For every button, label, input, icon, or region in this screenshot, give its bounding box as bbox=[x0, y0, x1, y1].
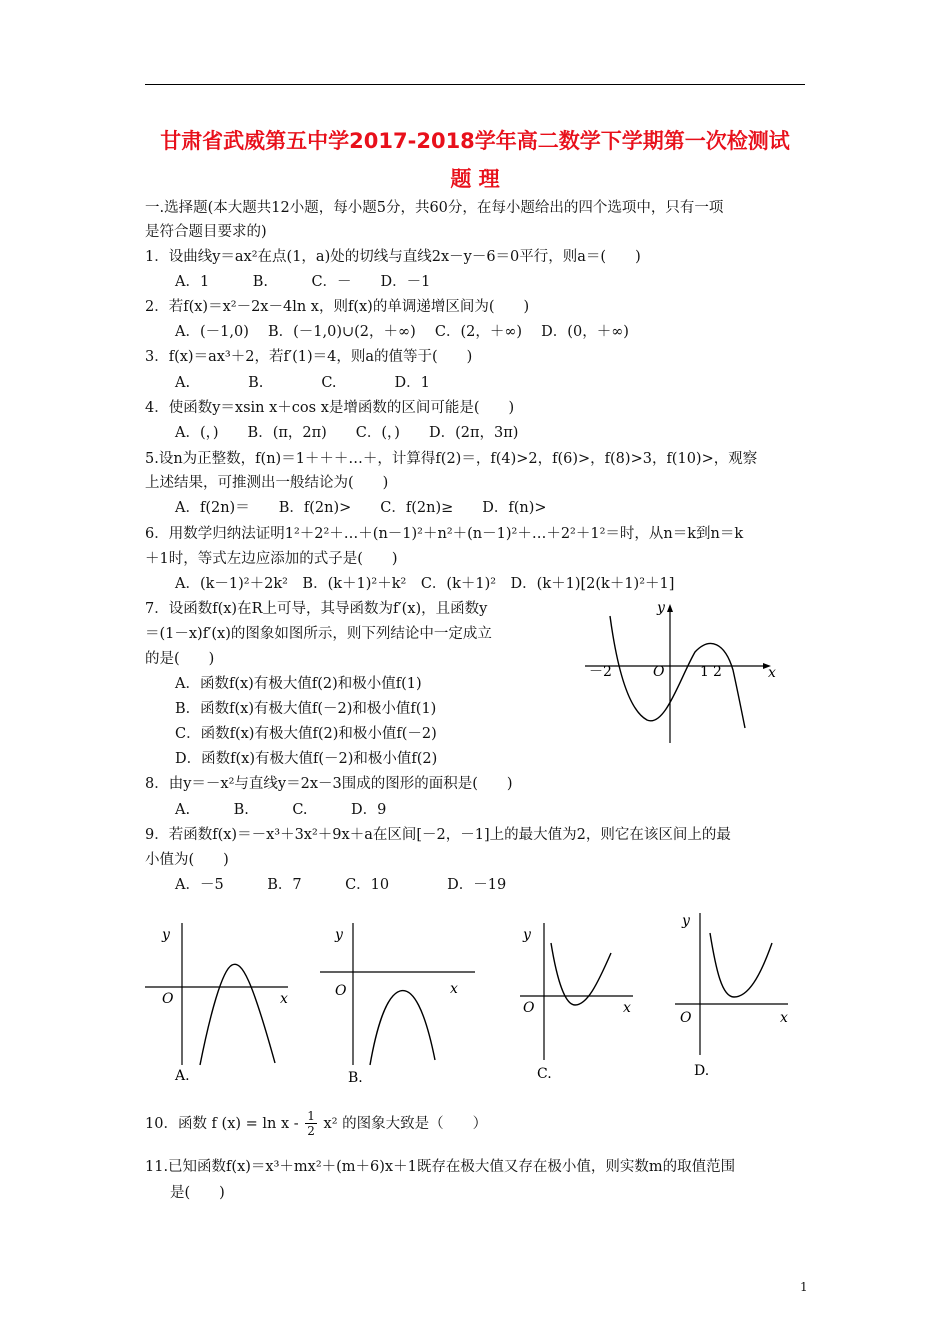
graph-b-curve bbox=[370, 991, 435, 1065]
q7-stem-line2: ＝(1－x)f′(x)的图象如图所示，则下列结论中一定成立 bbox=[145, 626, 492, 642]
graph-a-curve bbox=[200, 964, 275, 1065]
q3-options: A. B. C. D．1 bbox=[175, 375, 430, 391]
q10-graph-c bbox=[515, 915, 645, 1090]
document-title-line1: 甘肃省武威第五中学2017-2018学年高二数学下学期第一次检测试 bbox=[160, 129, 790, 153]
q6-stem-line2: ＋1时，等式左边应添加的式子是( ) bbox=[145, 551, 398, 567]
graph-d-x-label: x bbox=[780, 1010, 788, 1026]
q10-graph-a bbox=[140, 915, 300, 1090]
q10-fraction bbox=[305, 1109, 317, 1139]
q2-stem: 2．若f(x)＝x²－2x－4ln x，则f(x)的单调递增区间为( ) bbox=[145, 299, 530, 315]
q9-stem-line1: 9．若函数f(x)＝－x³＋3x²＋9x＋a在区间[－2，－1]上的最大值为2，则它在该区间上的最 bbox=[145, 827, 731, 843]
document-title-line2: 题 理 bbox=[450, 167, 500, 191]
graph-b-y-label: y bbox=[335, 927, 343, 943]
page-number: 1 bbox=[800, 1280, 808, 1294]
graph-c-origin-label: O bbox=[523, 1000, 535, 1016]
q7-y-arrow bbox=[667, 604, 673, 612]
q9-options: A．－5 B．7 C．10 D．－19 bbox=[175, 877, 507, 893]
graph-d-y-label: y bbox=[682, 913, 690, 929]
graph-c-caption: C. bbox=[537, 1066, 552, 1082]
q10-graph-b bbox=[315, 915, 485, 1090]
q10-stem-suffix: x² 的图象大致是（ ） bbox=[323, 1115, 488, 1132]
graph-c-x-label: x bbox=[623, 1000, 631, 1016]
q10-stem-prefix: 10．函数 f (x) = ln x - bbox=[145, 1115, 299, 1132]
q10-fraction-numerator: 1 bbox=[307, 1109, 315, 1123]
graph-a-y-label: y bbox=[162, 927, 170, 943]
q8-stem: 8．由y＝－x²与直线y＝2x－3围成的图形的面积是( ) bbox=[145, 776, 513, 792]
q5-stem-line1: 5.设n为正整数，f(n)＝1＋＋＋…＋，计算得f(2)＝，f(4)>2，f(6)>，f(8)>3，f(10)>，观察 bbox=[145, 451, 758, 467]
header-rule bbox=[145, 84, 805, 85]
graph-d-origin-label: O bbox=[680, 1010, 692, 1026]
q7-tick-1: 1 bbox=[700, 664, 709, 680]
graph-c-y-label: y bbox=[523, 927, 531, 943]
q5-stem-line2: 上述结果，可推测出一般结论为( ) bbox=[145, 475, 389, 491]
graph-a-caption: A. bbox=[175, 1068, 190, 1084]
q7-tick-neg2: －2 bbox=[589, 664, 612, 680]
graph-d-caption: D. bbox=[694, 1063, 710, 1079]
q7-x-label: x bbox=[768, 665, 776, 681]
q8-options: A. B. C. D．9 bbox=[175, 802, 387, 818]
q5-options: A．f(2n)＝ B．f(2n)> C．f(2n)≥ D．f(n)> bbox=[175, 500, 547, 516]
q7-y-label: y bbox=[657, 600, 665, 616]
graph-b-x-label: x bbox=[450, 981, 458, 997]
section-instructions-line1: 一.选择题(本大题共12小题，每小题5分，共60分，在每小题给出的四个选项中，只有一项 bbox=[145, 200, 724, 216]
graph-b-caption: B. bbox=[348, 1070, 363, 1086]
q7-curve bbox=[610, 616, 745, 728]
q10-graph-d bbox=[670, 905, 800, 1085]
q7-option-b: B．函数f(x)有极大值f(－2)和极小值f(1) bbox=[175, 701, 437, 717]
q7-stem-line1: 7．设函数f(x)在R上可导，其导函数为f′(x)，且函数y bbox=[145, 601, 488, 617]
q10-fraction-denominator: 2 bbox=[307, 1124, 315, 1139]
q6-options: A．(k－1)²＋2k² B．(k＋1)²＋k² C．(k＋1)² D．(k＋1)[2(k＋1)²＋1] bbox=[175, 576, 675, 592]
q4-stem: 4．使函数y＝xsin x＋cos x是增函数的区间可能是( ) bbox=[145, 400, 515, 416]
graph-a-origin-label: O bbox=[162, 991, 174, 1007]
q11-stem-line1: 11.已知函数f(x)＝x³＋mx²＋(m＋6)x＋1既存在极大值又存在极小值，则实数m的取值范围 bbox=[145, 1159, 736, 1175]
section-instructions-line2: 是符合题目要求的) bbox=[145, 224, 267, 240]
q1-options: A．1 B. C．－ D．－1 bbox=[175, 274, 431, 290]
q3-stem: 3．f(x)＝ax³＋2，若f′(1)＝4，则a的值等于( ) bbox=[145, 349, 473, 365]
q7-derivative-graph bbox=[585, 598, 785, 748]
q7-tick-2: 2 bbox=[713, 664, 722, 680]
q7-stem-line3: 的是( ) bbox=[145, 651, 215, 667]
graph-a-x-label: x bbox=[280, 991, 288, 1007]
q7-option-a: A．函数f(x)有极大值f(2)和极小值f(1) bbox=[175, 676, 422, 692]
q7-origin-label: O bbox=[653, 664, 665, 680]
q7-option-c: C．函数f(x)有极大值f(2)和极小值f(－2) bbox=[175, 726, 437, 742]
graph-b-origin-label: O bbox=[335, 983, 347, 999]
q2-options: A．(－1,0) B．(－1,0)∪(2，＋∞) C．(2，＋∞) D．(0，＋∞) bbox=[175, 324, 629, 340]
q6-stem-line1: 6．用数学归纳法证明1²＋2²＋…＋(n－1)²＋n²＋(n－1)²＋…＋2²＋1²＝时，从n＝k到n＝k bbox=[145, 526, 744, 542]
q10-stem bbox=[145, 1109, 487, 1139]
q1-stem: 1．设曲线y＝ax²在点(1，a)处的切线与直线2x－y－6＝0平行，则a＝( ) bbox=[145, 249, 641, 265]
q4-options: A．(，) B．(π，2π) C．(，) D．(2π，3π) bbox=[175, 425, 519, 441]
q9-stem-line2: 小值为( ) bbox=[145, 852, 229, 868]
q11-stem-line2: 是( ) bbox=[170, 1185, 225, 1201]
graph-d-curve bbox=[710, 933, 772, 997]
q7-option-d: D．函数f(x)有极大值f(－2)和极小值f(2) bbox=[175, 751, 438, 767]
